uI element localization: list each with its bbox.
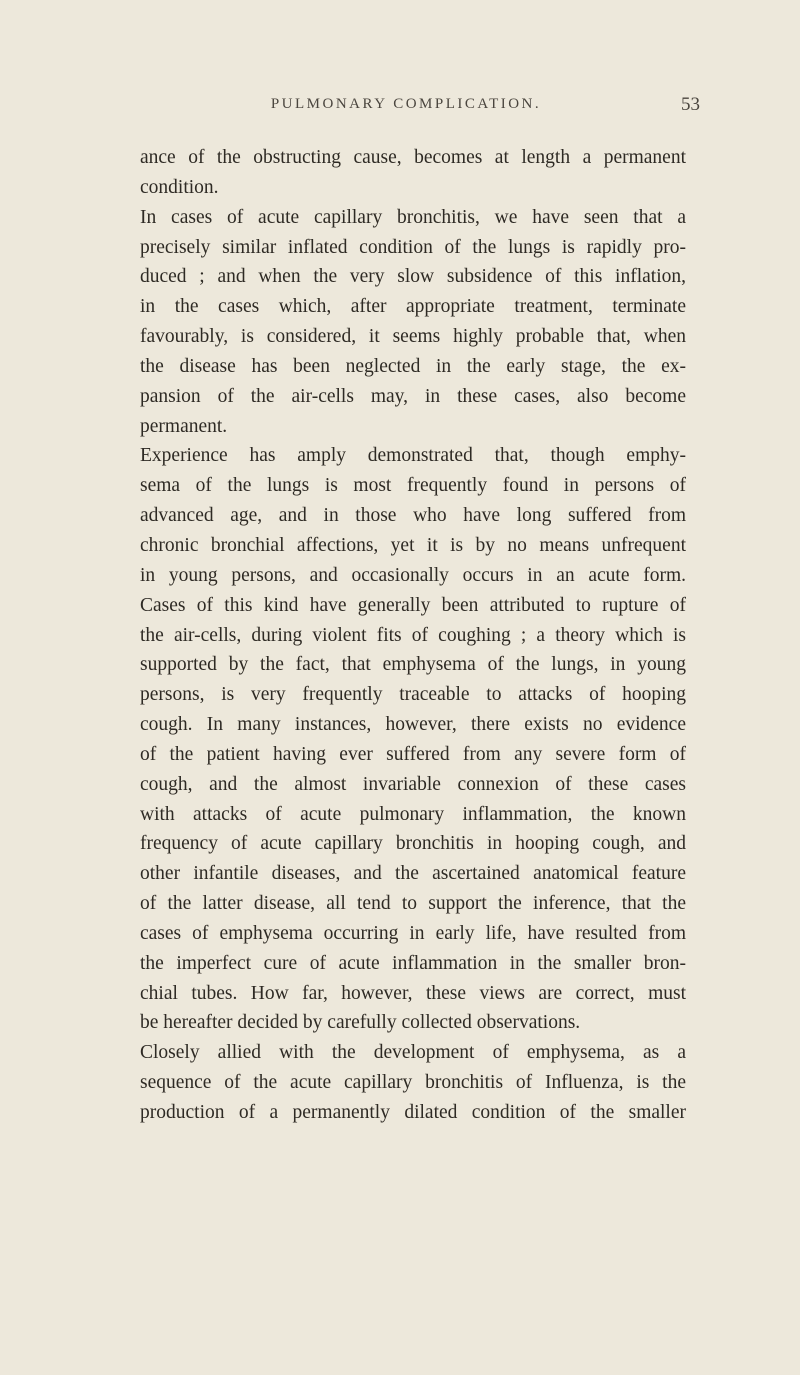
text-line: chial tubes. How far, however, these views are correct, must — [140, 982, 686, 1004]
text-line: of the patient having ever suffered from any severe form of — [140, 743, 686, 765]
text-line: the disease has been neglected in the early stage, the ex- — [140, 355, 686, 377]
text-line: favourably, is considered, it seems highly probable that, when — [140, 326, 686, 348]
text-line: other infantile diseases, and the ascertained anatomical feature — [140, 863, 686, 885]
text-line: in the cases which, after appropriate treatment, terminate — [140, 296, 686, 318]
text-line: advanced age, and in those who have long suffered from — [140, 505, 686, 527]
text-line: cases of emphysema occurring in early life, have resulted from — [140, 922, 686, 944]
text-line: sequence of the acute capillary bronchitis of Influenza, is the — [140, 1072, 686, 1094]
text-line: cough, and the almost invariable connexion of these cases — [140, 773, 686, 795]
text-line: frequency of acute capillary bronchitis in hooping cough, and — [140, 833, 686, 855]
text-line: the imperfect cure of acute inflammation in the smaller bron- — [140, 952, 686, 974]
text-line: chronic bronchial affections, yet it is by no means unfrequent — [140, 534, 686, 556]
text-line: production of a permanently dilated condition of the smaller — [140, 1102, 686, 1123]
text-line: sema of the lungs is most frequently found in persons of — [140, 475, 686, 497]
page-number: 53 — [681, 94, 700, 115]
text-line: permanent. — [140, 415, 228, 437]
text-line: of the latter disease, all tend to support the inference, that the — [140, 893, 686, 915]
text-line: Experience has amply demonstrated that, though emphy- — [140, 445, 686, 467]
text-line: condition. — [140, 176, 219, 198]
text-line: precisely similar inflated condition of the lungs is rapidly pro- — [140, 236, 686, 258]
text-line: be hereafter decided by carefully collected observations. — [140, 1012, 581, 1034]
text-line: Cases of this kind have generally been attributed to rupture of — [140, 594, 686, 616]
text-line: the air-cells, during violent fits of coughing ; a theory which is — [140, 624, 686, 646]
text-line: duced ; and when the very slow subsidence of this inflation, — [140, 266, 686, 288]
text-line: supported by the fact, that emphysema of the lungs, in young — [140, 654, 686, 676]
text-line: Closely allied with the development of emphysema, as a — [140, 1042, 686, 1064]
running-head: PULMONARY COMPLICATION. — [270, 96, 542, 112]
text-line: ance of the obstructing cause, becomes at length a permanent — [140, 147, 686, 168]
text-line: pansion of the air-cells may, in these cases, also become — [140, 385, 686, 407]
text-line: with attacks of acute pulmonary inflammation, the known — [140, 803, 686, 825]
text-line: cough. In many instances, however, there exists no evidence — [140, 714, 686, 736]
text-line: In cases of acute capillary bronchitis, we have seen that a — [140, 206, 686, 228]
text-line: persons, is very frequently traceable to attacks of hooping — [140, 684, 686, 706]
page-header — [0, 96, 800, 126]
text-line: in young persons, and occasionally occurs in an acute form. — [140, 564, 686, 586]
body-text — [140, 143, 686, 1128]
